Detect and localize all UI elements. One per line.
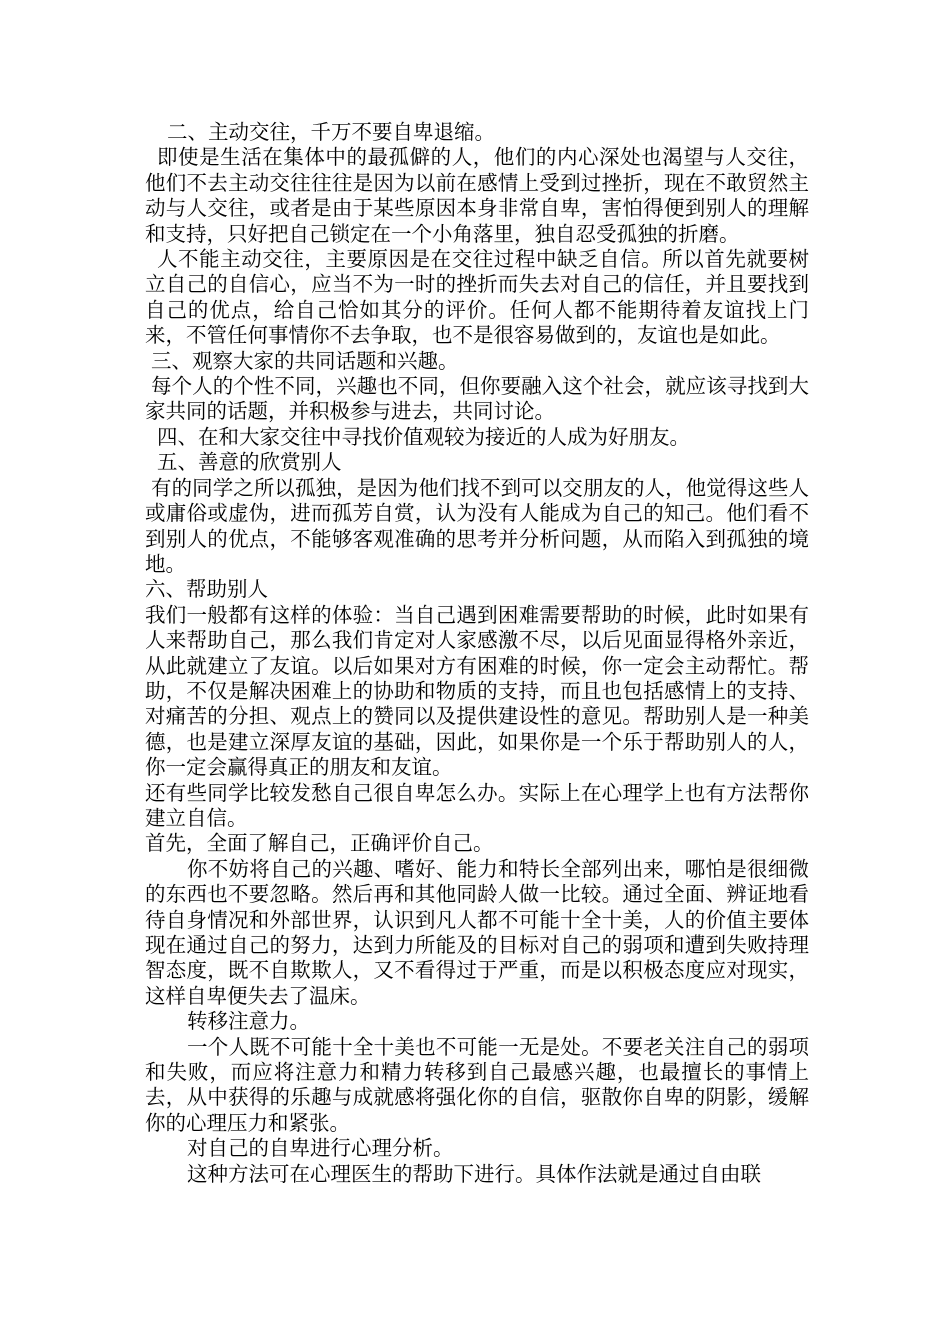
heading-appreciate-others: 五、善意的欣赏别人 xyxy=(157,450,342,475)
paragraph-common-topics: 每个人的个性不同，兴趣也不同，但你要融入这个社会，就应该寻找到大家共同的话题，并积极参与进去，共同讨论。 xyxy=(145,374,809,424)
paragraph-inferiority-question: 还有些同学比较发愁自己很自卑怎么办。实际上在心理学上也有方法帮你建立自信。 xyxy=(145,780,809,830)
paragraph-lack-confidence: 人不能主动交往，主要原因是在交往过程中缺乏自信。所以首先就要树立自己的自信心，应当不为一时的挫折而失去对自己的信任，并且要找到自己的优点，给自己恰如其分的评价。任何人都不能期待着友谊找上门来，不管任何事情你不去争取，也不是很容易做到的，友谊也是如此。 xyxy=(145,247,809,348)
heading-help-others: 六、帮助别人 xyxy=(145,577,268,602)
heading-self-analysis: 对自己的自卑进行心理分析。 xyxy=(187,1136,454,1161)
document-body xyxy=(145,120,809,1187)
paragraph-know-yourself: 你不妨将自己的兴趣、嗜好、能力和特长全部列出来，哪怕是很细微的东西也不要忽略。然后再和其他同龄人做一比较。通过全面、辨证地看待自身情况和外部世界，认识到凡人都不可能十全十美，人的价值主要体现在通过自己的努力，达到力所能及的目标对自己的弱项和遭到失败持理智态度，既不自欺欺人，又不看得过于严重，而是以积极态度应对现实，这样自卑便失去了温床。 xyxy=(145,856,809,1008)
heading-proactive-contact: 二、主动交往，千万不要自卑退缩。 xyxy=(167,120,495,144)
paragraph-help-others: 我们一般都有这样的体验：当自己遇到困难需要帮助的时候，此时如果有人来帮助自己，那么我们肯定对人家感激不尽，以后见面显得格外亲近，从此就建立了友谊。以后如果对方有困难的时候，你一定会主动帮忙。帮助，不仅是解决困难上的协助和物质的支持，而且也包括感情上的支持、对痛苦的分担、观点上的赞同以及提供建设性的意见。帮助别人是一种美德，也是建立深厚友谊的基础，因此，如果你是一个乐于帮助别人的人，你一定会赢得真正的朋友和友谊。 xyxy=(145,602,809,780)
paragraph-appreciate-others: 有的同学之所以孤独，是因为他们找不到可以交朋友的人，他觉得这些人或庸俗或虚伪，进而孤芳自赏，认为没有人能成为自己的知己。他们看不到别人的优点，不能够客观准确的思考并分析问题，从而陷入到孤独的境地。 xyxy=(145,475,809,576)
heading-similar-values: 四、在和大家交往中寻找价值观较为接近的人成为好朋友。 xyxy=(157,424,690,449)
heading-common-topics: 三、观察大家的共同话题和兴趣。 xyxy=(151,348,459,373)
heading-know-yourself: 首先，全面了解自己，正确评价自己。 xyxy=(145,831,494,856)
paragraph-shift-attention: 一个人既不可能十全十美也不可能一无是处。不要老关注自己的弱项和失败，而应将注意力和精力转移到自己最感兴趣，也最擅长的事情上去，从中获得的乐趣与成就感将强化你的自信，驱散你自卑的阴影，缓解你的心理压力和紧张。 xyxy=(145,1034,809,1135)
heading-shift-attention: 转移注意力。 xyxy=(187,1009,310,1034)
paragraph-lonely-people: 即使是生活在集体中的最孤僻的人，他们的内心深处也渴望与人交往，他们不去主动交往往往是因为以前在感情上受到过挫折，现在不敢贸然主动与人交往，或者是由于某些原因本身非常自卑，害怕得便到别人的理解和支持，只好把自己锁定在一个小角落里，独自忍受孤独的折磨。 xyxy=(145,145,809,246)
paragraph-self-analysis: 这种方法可在心理医生的帮助下进行。具体作法就是通过自由联 xyxy=(187,1161,761,1186)
